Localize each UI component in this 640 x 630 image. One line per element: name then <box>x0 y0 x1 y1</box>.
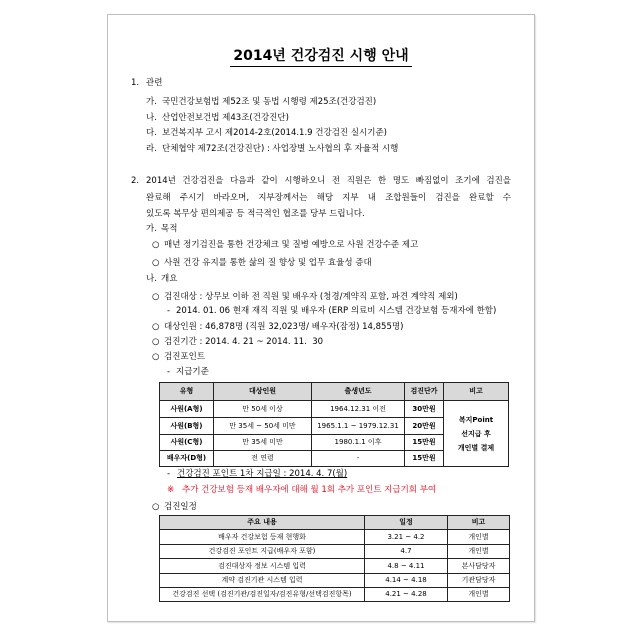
schedule-table <box>159 515 510 602</box>
section-number: 1. <box>131 78 140 88</box>
section-heading: 관련 <box>146 78 163 88</box>
target-text: 검진대상 : 상무보 이하 전 직원 및 배우자 (청경/계약직 포함, 파견 계약직 제외) <box>164 292 458 302</box>
table-row <box>160 530 510 545</box>
date-cell: 4.7 <box>365 545 448 559</box>
target-cell: 전 연령 <box>214 451 312 467</box>
type-cell: 사원(C형) <box>160 435 214 451</box>
item-marker: 라. <box>146 144 157 154</box>
owner-cell: 개인별 <box>448 530 510 545</box>
date-cell: 3.21 ~ 4.2 <box>365 530 448 545</box>
type-cell: 배우자(D형) <box>160 451 214 467</box>
header-cell-birth-year: 출생년도 <box>312 383 405 401</box>
subsection-marker: 나. <box>146 274 157 284</box>
table-row <box>160 545 510 559</box>
target-cell: 만 35세 ~ 50세 미만 <box>214 418 312 435</box>
headcount-text: 대상인원 : 46,878명 (직원 32,023명/ 배우자(잠정) 14,855명) <box>164 322 404 332</box>
price-cell: 20만원 <box>405 418 444 435</box>
table-header-row <box>160 383 509 401</box>
bullet-text: 매년 정기검진을 통한 건강체크 및 질병 예방으로 사원 건강수준 제고 <box>164 240 419 250</box>
circle-bullet-icon: ○ <box>152 352 160 362</box>
table-row <box>160 401 509 418</box>
item-marker: 다. <box>146 128 157 138</box>
header-cell-date: 일정 <box>365 516 448 530</box>
subsection-heading: 개요 <box>161 274 178 284</box>
circle-bullet-icon: ○ <box>152 258 160 268</box>
item-marker: 나. <box>146 113 157 123</box>
criteria-heading: 지급기준 <box>176 367 209 377</box>
dash-marker: - <box>167 367 171 377</box>
intro-line: 있도록 복무상 편의제공 등 적극적인 협조를 당부 드립니다. <box>146 209 365 219</box>
notice-mark: ※ <box>167 485 175 495</box>
item-marker: 가. <box>146 97 157 107</box>
period-text: 검진기간 : 2014. 4. 21 ~ 2014. 11. 30 <box>164 337 324 347</box>
section-number: 2. <box>131 176 140 186</box>
subsection-marker: 가. <box>146 224 157 234</box>
owner-cell: 개인별 <box>448 545 510 559</box>
document-title: 2014년 건강검진 시행 안내 <box>230 47 411 67</box>
owner-cell: 개인별 <box>448 588 510 602</box>
task-cell: 계약 검진기관 시스템 입력 <box>160 574 365 588</box>
table-row <box>160 574 510 588</box>
header-cell-remark: 비고 <box>444 383 509 401</box>
price-cell: 30만원 <box>405 401 444 418</box>
intro-line: 완료해 주시기 바라오며, 지부장께서는 해당 지부 내 조합원들이 검진을 완료할 수 <box>146 193 511 203</box>
circle-bullet-icon: ○ <box>152 292 160 302</box>
dash-marker: - <box>167 469 171 479</box>
circle-bullet-icon: ○ <box>152 240 160 250</box>
owner-cell: 기관담당자 <box>448 574 510 588</box>
payment-date-text: 건강검진 포인트 1차 지급일 : 2014. 4. 7(월) <box>177 469 348 479</box>
header-cell-task: 주요 내용 <box>160 516 365 530</box>
circle-bullet-icon: ○ <box>152 337 160 347</box>
circle-bullet-icon: ○ <box>152 322 160 332</box>
task-cell: 배우자 건강보험 등재 현행화 <box>160 530 365 545</box>
birth-year-cell: 1964.12.31 이전 <box>312 401 405 418</box>
birth-year-cell: - <box>312 451 405 467</box>
title-row <box>108 45 534 67</box>
task-cell: 건강검진 포인트 지급(배우자 포함) <box>160 545 365 559</box>
date-cell: 4.8 ~ 4.11 <box>365 559 448 574</box>
notice-text: 추가 건강보험 등재 배우자에 대해 월 1회 추가 포인트 지급기회 부여 <box>182 485 437 495</box>
subsection-heading: 목적 <box>161 224 178 234</box>
date-cell: 4.21 ~ 4.28 <box>365 588 448 602</box>
remark-line: 복지Point <box>458 415 494 424</box>
remark-line: 개인별 결제 <box>457 443 495 452</box>
dash-marker: - <box>167 306 171 316</box>
task-cell: 검진대상자 정보 시스템 입력 <box>160 559 365 574</box>
points-heading: 검진포인트 <box>164 352 206 362</box>
bullet-text: 사원 건강 유지를 통한 삶의 질 향상 및 업무 효율성 증대 <box>164 258 372 268</box>
item-text: 국민건강보험법 제52조 및 동법 시행령 제25조(건강검진) <box>162 97 377 107</box>
remark-cell <box>444 401 509 467</box>
intro-line: 2014년 건강검진을 다음과 같이 시행하오니 전 직원은 한 명도 빠짐없이 조기에 검진을 <box>146 176 511 186</box>
circle-bullet-icon: ○ <box>152 502 160 512</box>
header-cell-type: 유형 <box>160 383 214 401</box>
type-cell: 사원(B형) <box>160 418 214 435</box>
date-cell: 4.14 ~ 4.18 <box>365 574 448 588</box>
header-cell-target: 대상인원 <box>214 383 312 401</box>
birth-year-cell: 1980.1.1 이후 <box>312 435 405 451</box>
target-cell: 만 50세 이상 <box>214 401 312 418</box>
price-cell: 15만원 <box>405 435 444 451</box>
target-cell: 만 35세 미만 <box>214 435 312 451</box>
birth-year-cell: 1965.1.1 ~ 1979.12.31 <box>312 418 405 435</box>
owner-cell: 본사담당자 <box>448 559 510 574</box>
header-cell-remark: 비고 <box>448 516 510 530</box>
remark-line: 선지급 후 <box>461 429 491 438</box>
type-cell: 사원(A형) <box>160 401 214 418</box>
item-text: 단체협약 제72조(건강진단) : 사업장별 노사협의 후 자율적 시행 <box>162 144 399 154</box>
table-header-row <box>160 516 510 530</box>
item-text: 보건복지부 고시 제2014-2호(2014.1.9 건강검진 실시기준) <box>162 128 387 138</box>
item-text: 산업안전보건법 제43조(건강진단) <box>162 113 289 123</box>
header-cell-price: 검진단가 <box>405 383 444 401</box>
table-row <box>160 559 510 574</box>
task-cell: 건강검진 선택 (검진기관/검진일자/검진유형/선택검진항목) <box>160 588 365 602</box>
schedule-heading: 검진일정 <box>164 502 197 512</box>
target-note-text: 2014. 01. 06 현재 재직 직원 및 배우자 (ERP 의료비 시스템 건강보험 등재자에 한함) <box>176 306 497 316</box>
criteria-table <box>159 382 509 467</box>
document-page <box>107 14 535 622</box>
table-row <box>160 588 510 602</box>
price-cell: 15만원 <box>405 451 444 467</box>
